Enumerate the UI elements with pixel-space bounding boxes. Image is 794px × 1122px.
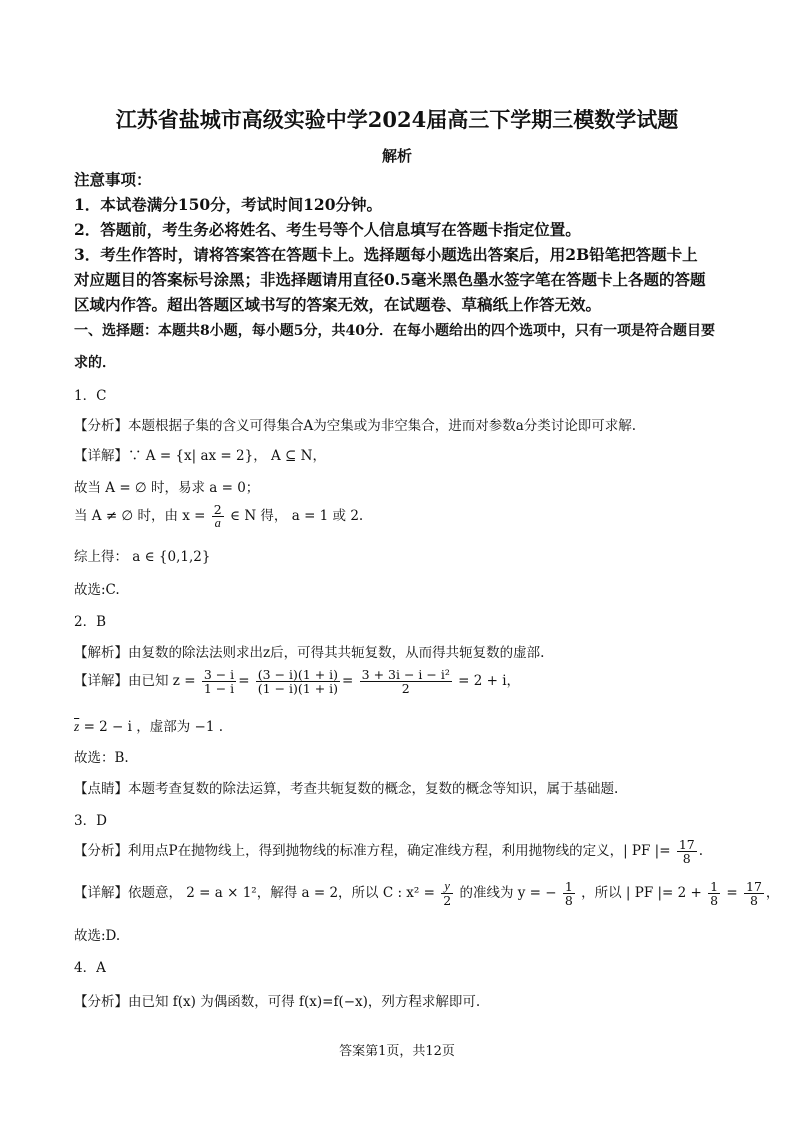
q2-conj-z: $\overline{z}$ [74,719,80,734]
q3-d3-den: 8 [710,893,719,909]
q1-summary: 综上得： a ∈ {0,1,2} [74,549,211,565]
q3-d4-den: 8 [749,893,758,909]
q1-analysis: 【分析】本题根据子集的含义可得集合A为空集或为非空集合，进而对参数a分类讨论即可求解. [74,418,637,434]
q2-comment: 【点睛】本题考查复数的除法运算，考查共轭复数的概念，复数的概念等知识，属于基础题. [74,781,619,797]
q2-f1-num: 3 − i [203,667,235,682]
q3-a-den: 8 [682,851,691,867]
q2-f3-den: 2 [401,681,410,697]
q2-fraction-3 [360,668,452,695]
q3-detail [74,880,779,907]
q3-fraction-4 [744,880,764,907]
q1-detail-text: ∵ A = {x| ax = 2}， A ⊆ N， [128,448,326,464]
q2-detail: 【详解】由已知 z = $\frac{3 - i}{1 - i}$ = $\frac{(3 - i)(1 + i)}{(1 - i)(1 + i)}$ = $\frac{\text{3 + 3i − i − i²}}{2}$ = 2 + i， [74,667,521,697]
q1-choice: 故选:C. [74,582,120,598]
q3-d1-den: 2 [443,893,452,909]
q3-fraction-2 [563,880,575,907]
page-title: 江苏省盐城市高级实验中学2024届高三下学期三模数学试题 [115,107,679,132]
q1-fraction [212,503,224,530]
q2-fraction-2 [256,668,340,695]
q3-detail-post: ， [765,885,780,902]
q3-detail-mid-2: ，所以 | PF |= 2 + [581,885,702,902]
q1-case-1: 故当 A = ∅ 时，易求 a = 0； [74,480,260,496]
q1-case-2 [74,503,363,530]
q3-analysis-pre: 【分析】利用点P在抛物线上，得到抛物线的标准方程，确定准线方程，利用抛物线的定义，| PF |= [74,843,671,860]
notice-item-3-line-1: 3．考生作答时，请将答案答在答题卡上。选择题每小题选出答案后，用2B铅笔把答题卡上 [74,245,698,264]
q2-f1-den: 1 − i [203,681,235,697]
notice-item-3-line-2: 对应题目的答案标号涂黑；非选择题请用直径0.5毫米黑色墨水签字笔在答题卡上各题的答题 [74,270,706,289]
q2-answer: 2．B [74,614,107,630]
q4-answer: 4．A [74,960,106,976]
q2-conjugate [74,715,223,735]
q3-analysis-fraction [677,838,697,865]
q3-detail-pre: 【详解】依题意， 2 = a × 1²，解得 a = 2，所以 C : x² = [74,885,435,902]
q2-conj-text: = 2 − i ，虚部为 −1 . [83,719,224,735]
q3-d3-num: 1 [710,879,719,894]
q2-fraction-1 [202,668,236,695]
q3-d1-num: y [441,880,453,894]
q1-case-2-pre: 当 A ≠ ∅ 时，由 x = [74,508,206,525]
q3-answer: 3．D [74,813,107,829]
section-heading-line-2: 求的． [74,355,116,371]
q3-analysis-post: . [698,843,704,860]
notice-item-3-line-3: 区域内作答。超出答题区域书写的答案无效，在试题卷、草稿纸上作答无效。 [74,295,602,314]
q3-choice: 故选:D. [74,928,121,944]
notice-item-2: 2．答题前，考生务必将姓名、考生号等个人信息填写在答题卡指定位置。 [74,220,581,239]
q3-fraction-1 [441,880,453,907]
q3-analysis [74,838,703,865]
q1-detail-label: 【详解】 [74,448,128,464]
notice-heading: 注意事项： [74,170,152,189]
q2-choice: 故选：B. [74,750,129,766]
q2-analysis: 【解析】由复数的除法法则求出z后，可得其共轭复数，从而得共轭复数的虚部. [74,645,545,661]
page-footer: 答案第1页，共12页 [339,1044,455,1059]
page-subtitle: 解析 [381,147,412,165]
q3-d2-den: 8 [564,893,573,909]
q1-answer: 1．C [74,388,107,404]
q2-f3-num: 3 + 3i − i − i² [361,667,450,682]
q3-detail-mid-3: = [726,885,738,902]
notice-item-1: 1．本试卷满分150分，考试时间120分钟。 [74,195,382,214]
q4-analysis: 【分析】由已知 f(x) 为偶函数，可得 f(x)=f(−x)，列方程求解即可. [74,994,481,1010]
q3-fraction-3 [708,880,720,907]
q1-detail [74,444,326,464]
q1-frac-num: 2 [213,502,222,517]
q2-f2-den: (1 − i)(1 + i) [257,681,339,697]
q2-detail-pre: 【详解】由已知 z = [74,673,196,690]
q1-case-2-post: ∈ N 得， a = 1 或 2. [230,508,364,525]
q2-f2-num: (3 − i)(1 + i) [257,667,339,682]
q1-frac-den: a [214,516,221,531]
q3-a-num: 17 [678,837,695,852]
q3-d4-num: 17 [746,879,762,894]
q3-detail-mid-1: 的准线为 y = − [459,885,557,902]
section-heading-line-1: 一、选择题：本题共8小题，每小题5分，共40分．在每小题给出的四个选项中，只有一项是符合题目要 [74,323,715,339]
q2-detail-post: = 2 + i， [458,673,521,690]
q3-d2-num: 1 [564,879,573,894]
